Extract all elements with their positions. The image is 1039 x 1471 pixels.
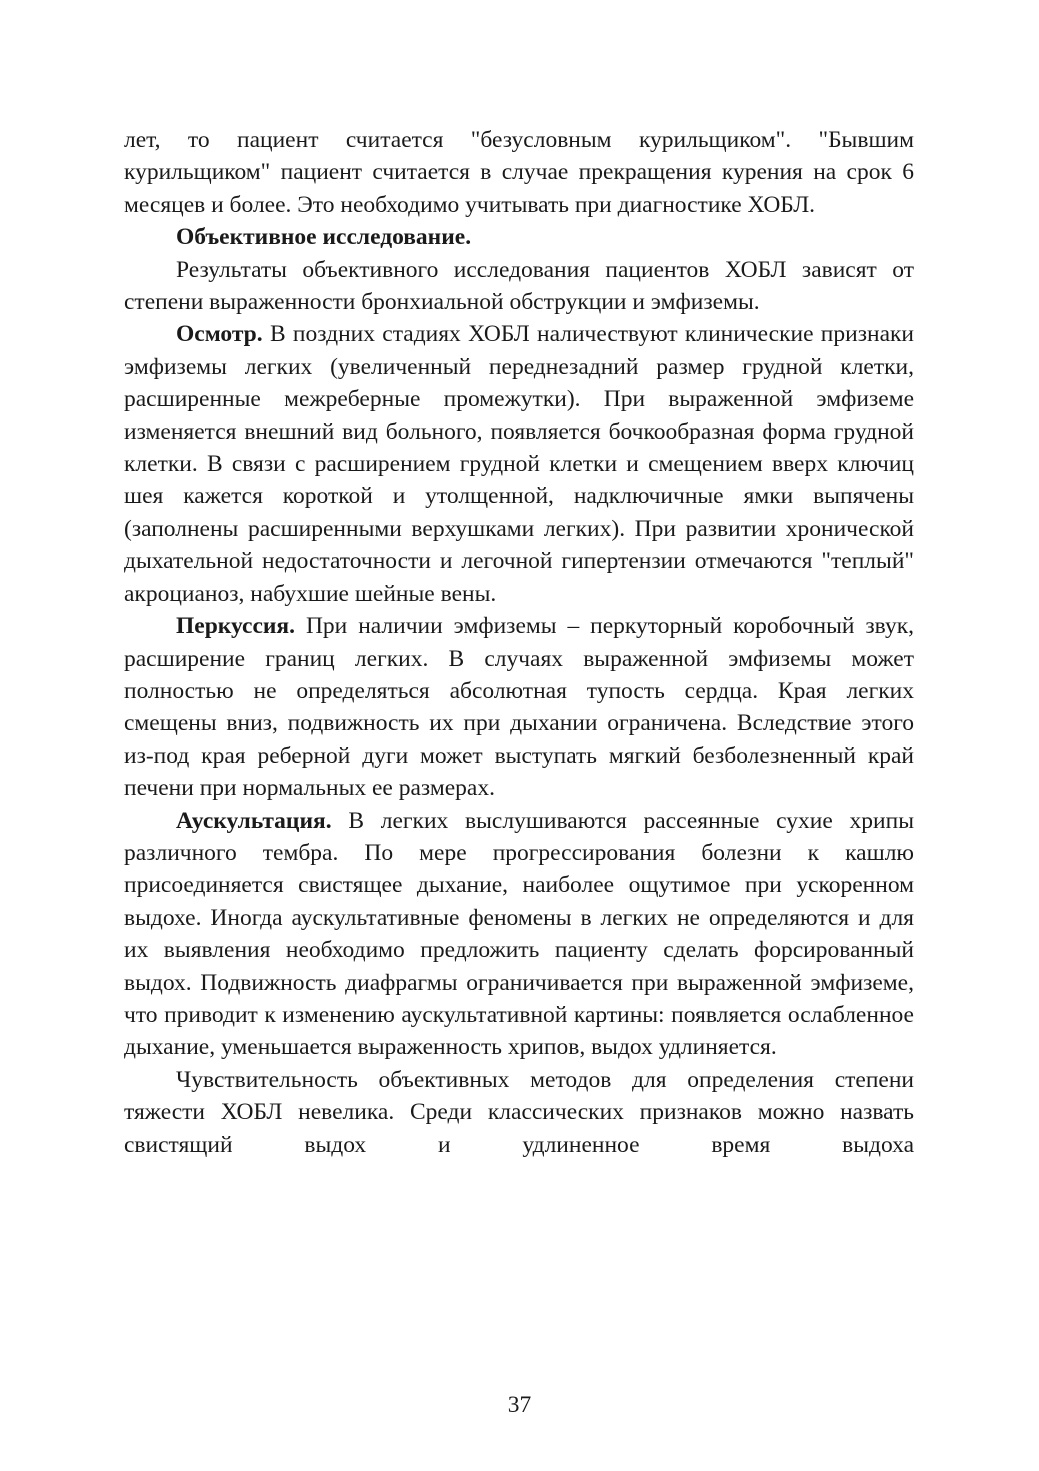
paragraph-percussion <box>124 610 914 804</box>
auscultation-lead: Аускультация. <box>176 807 332 834</box>
percussion-text: При наличии эмфиземы – перкуторный коробочный звук, расширение границ легких. В случаях выраженной эмфиземы может полностью не определяться абсолютная тупость сердца. Края легких смещены вниз, подвижность их при дыхании ограничена. Вследствие этого из-под края реберной дуги может выступать мягкий безболезненный край печени при нормальных ее размерах. <box>124 613 914 802</box>
percussion-lead: Перкуссия. <box>176 613 296 640</box>
inspection-text: В поздних стадиях ХОБЛ наличествуют клинические признаки эмфиземы легких (увеличенный переднезадний размер грудной клетки, расширенные межреберные промежутки). При выраженной эмфиземе изменяется внешний вид больного, появляется бочкообразная форма грудной клетки. В связи с расширением грудной клетки и смещением вверх ключиц шея кажется короткой и утолщенной, надключичные ямки выпячены (заполнены расширенными верхушками легких). При развитии хронической дыхательной недостаточности и легочной гипертензии отмечаются "теплый" акроцианоз, набухшие шейные вены. <box>124 321 914 607</box>
paragraph-sensitivity: Чувствительность объективных методов для определения степени тяжести ХОБЛ невелика. Среди классических признаков можно назвать свистящий выдох и удлиненное время выдоха <box>124 1066 914 1158</box>
page-number: 37 <box>507 1392 532 1418</box>
auscultation-text: В легких выслушиваются рассеянные сухие хрипы различного тембра. По мере прогрессирования болезни к кашлю присоединяется свистящее дыхание, наиболее ощутимое при ускоренном выдохе. Иногда аускультативные феномены в легких не определяются и для их выявления необходимо предложить пациенту сделать форсированный выдох. Подвижность диафрагмы ограничивается при выраженной эмфиземе, что приводит к изменению аускультативной картины: появляется ослабленное дыхание, уменьшается выраженность хрипов, выдох удлиняется. <box>124 807 914 1061</box>
section-heading: Объективное исследование. <box>176 224 472 251</box>
paragraph-results: Результаты объективного исследования пациентов ХОБЛ зависят от степени выраженности бронхиальной обструкции и эмфиземы. <box>124 256 914 316</box>
paragraph-continued: лет, то пациент считается "безусловным курильщиком". "Бывшим курильщиком" пациент считается в случае прекращения курения на срок 6 месяцев и более. Это необходимо учитывать при диагностике ХОБЛ. <box>124 127 914 218</box>
page-body <box>124 124 914 1161</box>
inspection-lead: Осмотр. <box>176 321 263 348</box>
paragraph-inspection <box>124 318 914 610</box>
paragraph-auscultation <box>124 805 914 1064</box>
